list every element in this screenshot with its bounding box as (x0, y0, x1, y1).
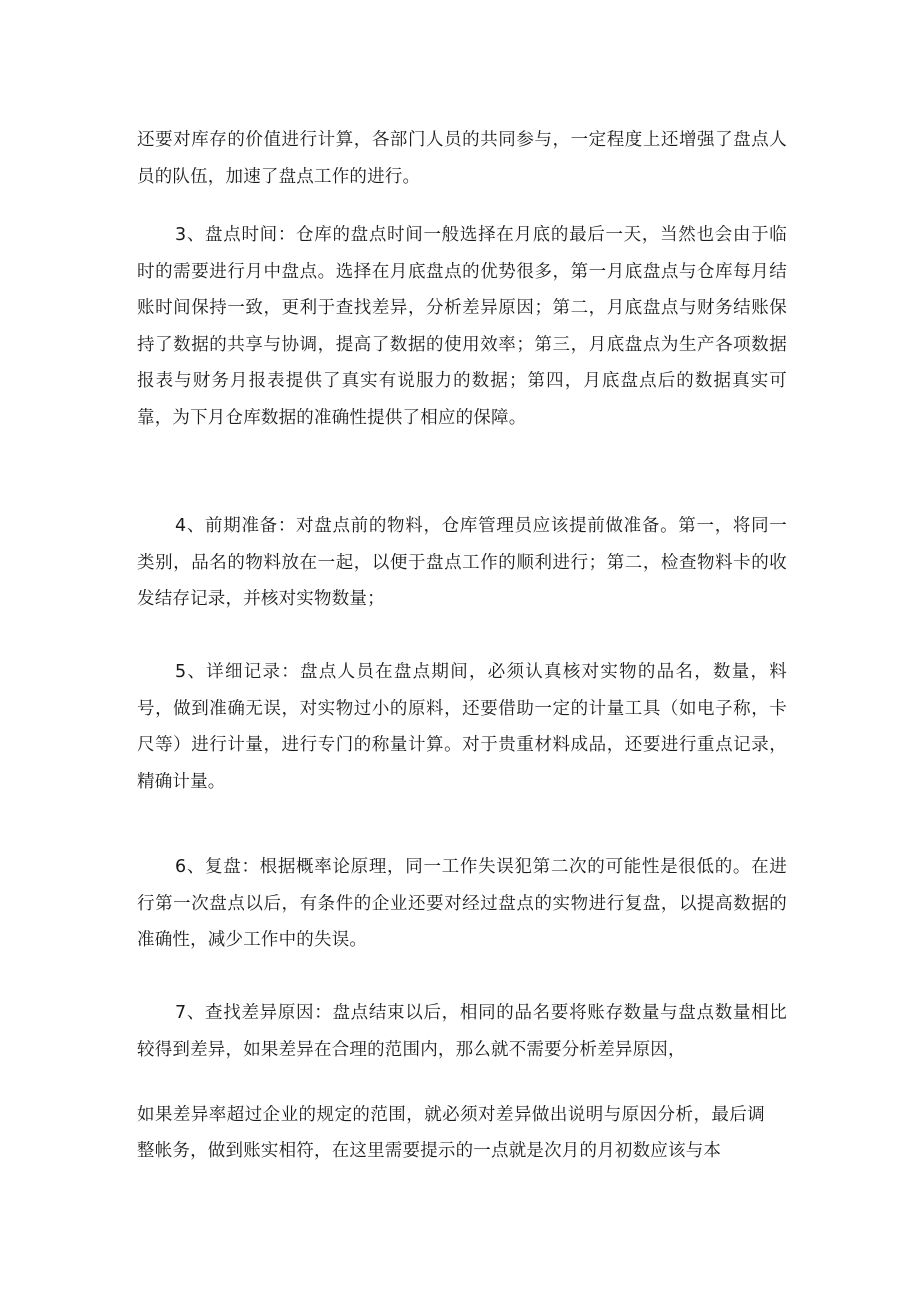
paragraph-6-recount: 6、复盘：根据概率论原理，同一工作失误犯第二次的可能性是很低的。在进行第一次盘点以后，有条件的企业还要对经过盘点的实物进行复盘，以提高数据的准确性，减少工作中的失误。 (137, 857, 787, 950)
paragraph-5-detailed-record: 5、详细记录：盘点人员在盘点期间，必须认真核对实物的品名，数量，料号，做到准确无误，对实物过小的原料，还要借助一定的计量工具（如电子称，卡尺等）进行计量，进行专门的称量计算。对于贵重材料成品，还要进行重点记录，精确计量。 (137, 662, 787, 792)
paragraph-7-continued: 如果差异率超过企业的规定的范围，就必须对差异做出说明与原因分析，最后调整帐务，做到账实相符，在这里需要提示的一点就是次月的月初数应该与本 (137, 1105, 765, 1161)
paragraph-3-inventory-time: 3、盘点时间：仓库的盘点时间一般选择在月底的最后一天，当然也会由于临时的需要进行月中盘点。选择在月底盘点的优势很多，第一月底盘点与仓库每月结账时间保持一致，更利于查找差异，分析差异原因；第二，月底盘点与财务结账保持了数据的共享与协调，提高了数据的使用效率；第三，月底盘点为生产各项数据报表与财务月报表提供了真实有说服力的数据；第四，月底盘点后的数据真实可靠，为下月仓库数据的准确性提供了相应的保障。 (137, 225, 787, 428)
paragraph-4-preparation: 4、前期准备：对盘点前的物料，仓库管理员应该提前做准备。第一，将同一类别，品名的物料放在一起，以便于盘点工作的顺利进行；第二，检查物料卡的收发结存记录，并核对实物数量； (137, 516, 787, 609)
paragraph-7-find-differences: 7、查找差异原因：盘点结束以后，相同的品名要将账存数量与盘点数量相比较得到差异，如果差异在合理的范围内，那么就不需要分析差异原因， (137, 1003, 787, 1060)
paragraph-continuation: 还要对库存的价值进行计算，各部门人员的共同参与，一定程度上还增强了盘点人员的队伍，加速了盘点工作的进行。 (137, 130, 787, 187)
